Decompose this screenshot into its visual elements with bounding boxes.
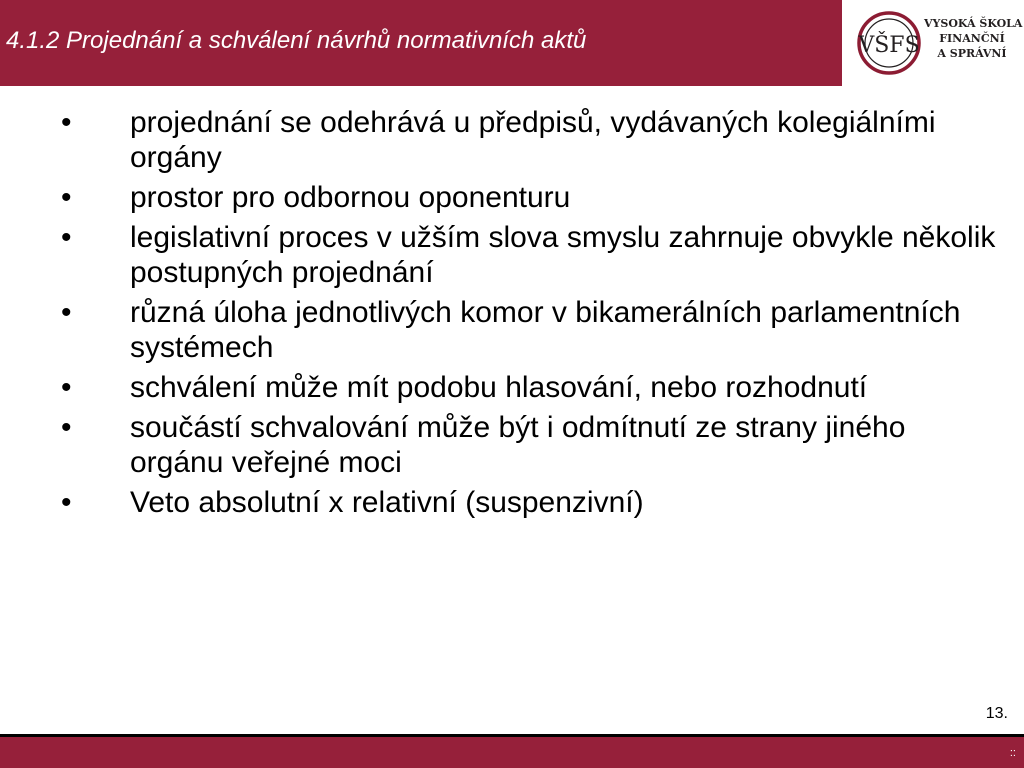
logo-text	[924, 16, 1023, 61]
logo-mark-letters: VŠFS	[858, 33, 920, 58]
school-logo	[842, 0, 1024, 86]
bullet-dot-icon: •	[61, 221, 72, 254]
bullet-dot-icon: •	[61, 411, 72, 444]
bullet-text: různá úloha jednotlivých komor v bikamerálních parlamentních systémech	[130, 296, 961, 364]
bullet-text: prostor pro odbornou oponenturu	[130, 181, 571, 214]
footer-bar	[0, 737, 1024, 768]
page-number: 13.	[985, 705, 1008, 722]
bullet-dot-icon: •	[61, 181, 72, 214]
bullet-item	[0, 485, 1000, 520]
bullet-item	[0, 370, 1000, 405]
bullet-dot-icon: •	[61, 106, 72, 139]
bullet-text: projednání se odehrává u předpisů, vydávaných kolegiálními orgány	[130, 106, 936, 174]
bullet-text: legislativní proces v užším slova smyslu zahrnuje obvykle několik postupných projednání	[130, 221, 996, 289]
bullet-item	[0, 410, 1000, 480]
bullet-item	[0, 295, 1000, 365]
bullet-dot-icon: •	[61, 296, 72, 329]
bullet-text: schválení může mít podobu hlasování, nebo rozhodnutí	[130, 371, 868, 404]
bullet-item	[0, 180, 1000, 215]
bullet-text: Veto absolutní x relativní (suspenzivní)	[130, 486, 644, 519]
bullet-item	[0, 220, 1000, 290]
bullet-list	[0, 105, 1000, 525]
logo-line-1: VYSOKÁ ŠKOLA	[924, 17, 1023, 30]
footer-corner-mark: ::	[1009, 747, 1016, 759]
slide-title: 4.1.2 Projednání a schválení návrhů normativních aktů	[6, 27, 587, 54]
vsfs-logo-icon	[854, 8, 924, 78]
bullet-text: součástí schvalování může být i odmítnutí ze strany jiného orgánu veřejné moci	[130, 411, 906, 479]
header-bar	[0, 0, 842, 86]
logo-line-2: FINANČNÍ	[939, 32, 1005, 45]
bullet-item	[0, 105, 1000, 175]
bullet-dot-icon: •	[61, 371, 72, 404]
bullet-dot-icon: •	[61, 486, 72, 519]
logo-line-3: A SPRÁVNÍ	[937, 47, 1007, 60]
